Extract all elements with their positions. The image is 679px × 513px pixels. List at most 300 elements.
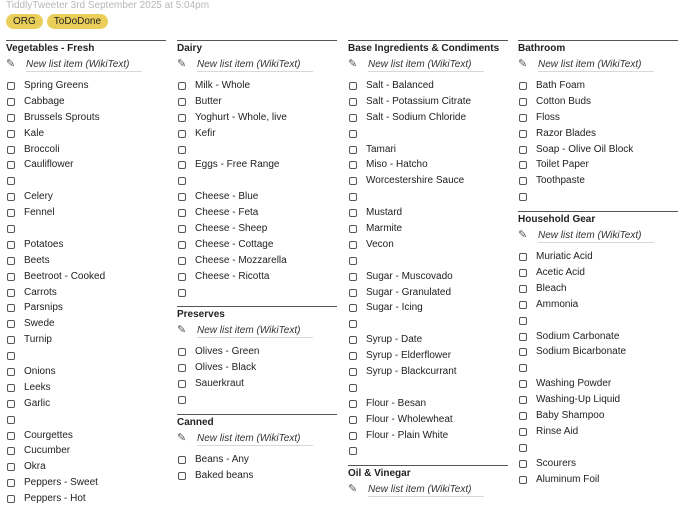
list-item (518, 472, 678, 488)
item-label: Spring Greens (24, 79, 89, 91)
pencil-icon: ✎ (6, 58, 16, 70)
list-item (6, 189, 166, 205)
item-label: Kefir (195, 127, 216, 139)
tag-list (6, 14, 108, 29)
item-label: Cheese - Blue (195, 191, 259, 203)
list-item (518, 376, 678, 392)
item-checkbox[interactable] (349, 193, 357, 201)
list-item (177, 189, 337, 205)
item-label: Beets (24, 254, 50, 266)
list-item (177, 173, 337, 189)
item-checkbox[interactable] (178, 380, 186, 388)
list-item (6, 142, 166, 158)
item-checkbox[interactable] (7, 416, 15, 424)
list-item (518, 297, 678, 313)
list-item (518, 94, 678, 110)
item-label: Olives - Black (195, 362, 257, 374)
item-checkbox[interactable] (519, 460, 527, 468)
item-checkbox[interactable] (178, 146, 186, 154)
item-label: Salt - Balanced (366, 79, 434, 91)
item-label: Cotton Buds (536, 95, 592, 107)
checklist (177, 452, 337, 484)
item-checkbox[interactable] (7, 241, 15, 249)
item-checkbox[interactable] (7, 336, 15, 344)
item-label: Flour - Besan (366, 397, 427, 409)
item-checkbox[interactable] (519, 177, 527, 185)
item-label: Toothpaste (536, 175, 585, 187)
item-checkbox[interactable] (519, 269, 527, 277)
list-item (518, 265, 678, 281)
item-label: Leeks (24, 381, 51, 393)
tiddler-subtitle: TiddlyTweeter 3rd September 2025 at 5:04pm (6, 0, 210, 11)
list-item (348, 221, 508, 237)
list-item (348, 110, 508, 126)
new-list-item-input[interactable] (197, 57, 313, 72)
pencil-icon: ✎ (177, 58, 187, 70)
item-label: Celery (24, 191, 53, 203)
list-item (177, 78, 337, 94)
item-checkbox[interactable] (7, 161, 15, 169)
list-item (518, 313, 678, 329)
list-item (177, 237, 337, 253)
list-item (6, 348, 166, 364)
item-checkbox[interactable] (7, 352, 15, 360)
list-item (177, 126, 337, 142)
pencil-icon: ✎ (518, 229, 528, 242)
new-item-row (348, 481, 508, 499)
item-label: Okra (24, 461, 46, 473)
pencil-icon: ✎ (518, 58, 528, 70)
list-item (518, 126, 678, 142)
item-checkbox[interactable] (519, 146, 527, 154)
list-item (518, 329, 678, 345)
item-checkbox[interactable] (349, 320, 357, 328)
item-checkbox[interactable] (7, 177, 15, 185)
item-label: Toilet Paper (536, 159, 589, 171)
item-checkbox[interactable] (7, 289, 15, 297)
item-label: Bleach (536, 282, 567, 294)
item-checkbox[interactable] (7, 432, 15, 440)
item-checkbox[interactable] (7, 495, 15, 503)
checklist (518, 78, 678, 205)
list-item (518, 424, 678, 440)
item-label: Cheese - Sheep (195, 222, 268, 234)
list-item (348, 396, 508, 412)
item-checkbox[interactable] (519, 253, 527, 261)
item-label: Sugar - Muscovado (366, 270, 453, 282)
pencil-icon: ✎ (177, 432, 187, 445)
item-checkbox[interactable] (519, 82, 527, 90)
section-preserves (177, 306, 337, 414)
item-label: Syrup - Elderflower (366, 350, 452, 362)
item-label: Scourers (536, 457, 577, 469)
item-label: Peppers - Sweet (24, 477, 98, 489)
item-checkbox[interactable] (7, 320, 15, 328)
item-checkbox[interactable] (349, 209, 357, 217)
new-item-row (518, 56, 678, 74)
item-label: Broccoli (24, 143, 60, 155)
item-checkbox[interactable] (178, 98, 186, 106)
list-item (6, 205, 166, 221)
new-list-item-input[interactable] (538, 57, 654, 72)
list-item (518, 189, 678, 205)
list-item (518, 78, 678, 94)
item-checkbox[interactable] (7, 273, 15, 281)
list-item (348, 157, 508, 173)
item-checkbox[interactable] (349, 273, 357, 281)
list-item (177, 205, 337, 221)
list-item (6, 332, 166, 348)
checklist (177, 78, 337, 300)
item-checkbox[interactable] (7, 209, 15, 217)
item-checkbox[interactable] (7, 257, 15, 265)
item-label: Washing-Up Liquid (536, 394, 621, 406)
item-checkbox[interactable] (519, 380, 527, 388)
list-item (518, 456, 678, 472)
new-item-row (348, 56, 508, 74)
item-label: Olives - Green (195, 346, 260, 358)
item-label: Tamari (366, 143, 397, 155)
item-label: Onions (24, 365, 56, 377)
item-checkbox[interactable] (519, 98, 527, 106)
item-checkbox[interactable] (349, 368, 357, 376)
item-checkbox[interactable] (349, 98, 357, 106)
list-item (518, 408, 678, 424)
item-checkbox[interactable] (7, 479, 15, 487)
list-item (6, 364, 166, 380)
item-label: Cheese - Feta (195, 207, 259, 219)
list-item (348, 300, 508, 316)
item-label: Marmite (366, 222, 403, 234)
item-label: Sodium Carbonate (536, 330, 620, 342)
list-item (348, 142, 508, 158)
item-label: Potatoes (24, 238, 64, 250)
item-checkbox[interactable] (349, 225, 357, 233)
list-item (518, 440, 678, 456)
section-dairy (177, 40, 337, 306)
list-item (348, 316, 508, 332)
pencil-icon: ✎ (348, 58, 358, 70)
item-checkbox[interactable] (519, 285, 527, 293)
list-item (6, 300, 166, 316)
item-label: Worcestershire Sauce (366, 175, 465, 187)
item-label: Milk - Whole (195, 79, 251, 91)
item-label: Courgettes (24, 429, 73, 441)
item-checkbox[interactable] (178, 241, 186, 249)
column-2 (177, 40, 337, 490)
checklist (348, 78, 508, 459)
column-4 (518, 40, 678, 493)
section-title: Preserves (177, 309, 225, 321)
item-checkbox[interactable] (519, 317, 527, 325)
item-checkbox[interactable] (178, 348, 186, 356)
tag-org[interactable]: ORG (6, 14, 43, 29)
item-label: Syrup - Date (366, 334, 423, 346)
item-label: Parsnips (24, 302, 63, 314)
list-item (6, 412, 166, 428)
list-item (6, 78, 166, 94)
item-checkbox[interactable] (519, 301, 527, 309)
item-checkbox[interactable] (519, 428, 527, 436)
item-label: Garlic (24, 397, 51, 409)
new-item-row (177, 322, 337, 340)
list-item (6, 459, 166, 475)
item-checkbox[interactable] (7, 225, 15, 233)
list-item (348, 428, 508, 444)
item-label: Sauerkraut (195, 378, 244, 390)
item-label: Flour - Wholewheat (366, 413, 453, 425)
item-checkbox[interactable] (349, 352, 357, 360)
list-item (518, 392, 678, 408)
list-item (348, 189, 508, 205)
list-item (518, 249, 678, 265)
item-checkbox[interactable] (349, 161, 357, 169)
new-list-item-input[interactable] (368, 482, 484, 497)
item-checkbox[interactable] (349, 400, 357, 408)
item-label: Mustard (366, 207, 403, 219)
item-label: Eggs - Free Range (195, 159, 280, 171)
item-label: Flour - Plain White (366, 429, 449, 441)
item-checkbox[interactable] (7, 368, 15, 376)
item-label: Razor Blades (536, 127, 597, 139)
list-item (177, 285, 337, 301)
new-item-row (177, 56, 337, 74)
item-checkbox[interactable] (178, 472, 186, 480)
item-label: Beetroot - Cooked (24, 270, 106, 282)
list-item (6, 221, 166, 237)
list-item (348, 364, 508, 380)
item-label: Acetic Acid (536, 266, 585, 278)
list-item (6, 173, 166, 189)
item-checkbox[interactable] (7, 384, 15, 392)
item-checkbox[interactable] (178, 273, 186, 281)
item-checkbox[interactable] (519, 333, 527, 341)
item-checkbox[interactable] (349, 114, 357, 122)
list-item (177, 392, 337, 408)
item-checkbox[interactable] (178, 130, 186, 138)
item-checkbox[interactable] (178, 193, 186, 201)
item-label: Soap - Olive Oil Block (536, 143, 634, 155)
list-item (6, 316, 166, 332)
item-label: Salt - Sodium Chloride (366, 111, 467, 123)
item-label: Beans - Any (195, 453, 249, 465)
list-item (348, 285, 508, 301)
new-list-item-input[interactable] (538, 228, 654, 243)
checklist (177, 344, 337, 408)
list-item (177, 142, 337, 158)
list-item (6, 443, 166, 459)
item-label: Rinse Aid (536, 425, 579, 437)
new-list-item-input[interactable] (197, 431, 313, 446)
item-checkbox[interactable] (178, 456, 186, 464)
list-item (348, 94, 508, 110)
item-checkbox[interactable] (178, 396, 186, 404)
item-label: Miso - Hatcho (366, 159, 428, 171)
section-vegetables-fresh (6, 40, 166, 513)
list-item (6, 110, 166, 126)
item-label: Cabbage (24, 95, 65, 107)
list-item (518, 344, 678, 360)
item-label: Floss (536, 111, 560, 123)
item-label: Sodium Bicarbonate (536, 346, 627, 358)
item-checkbox[interactable] (519, 476, 527, 484)
item-checkbox[interactable] (178, 161, 186, 169)
section-title: Vegetables - Fresh (6, 43, 95, 54)
item-checkbox[interactable] (178, 209, 186, 217)
section-oil-vinegar (348, 465, 508, 499)
item-checkbox[interactable] (519, 130, 527, 138)
item-checkbox[interactable] (349, 146, 357, 154)
list-item (348, 332, 508, 348)
item-checkbox[interactable] (7, 114, 15, 122)
item-checkbox[interactable] (7, 304, 15, 312)
list-item (177, 360, 337, 376)
item-label: Ammonia (536, 298, 579, 310)
section-bathroom (518, 40, 678, 211)
item-checkbox[interactable] (349, 177, 357, 185)
item-label: Brussels Sprouts (24, 111, 100, 123)
list-item (177, 94, 337, 110)
item-checkbox[interactable] (349, 289, 357, 297)
new-item-row (177, 430, 337, 448)
list-item (348, 443, 508, 459)
item-checkbox[interactable] (349, 447, 357, 455)
item-checkbox[interactable] (178, 177, 186, 185)
item-checkbox[interactable] (7, 193, 15, 201)
item-checkbox[interactable] (178, 225, 186, 233)
list-item (6, 396, 166, 412)
section-title: Oil & Vinegar (348, 468, 411, 480)
list-item (177, 376, 337, 392)
item-checkbox[interactable] (519, 444, 527, 452)
section-title: Dairy (177, 43, 203, 54)
item-label: Sugar - Icing (366, 302, 423, 314)
item-checkbox[interactable] (519, 364, 527, 372)
list-item (177, 269, 337, 285)
list-item (6, 253, 166, 269)
item-label: Syrup - Blackcurrant (366, 365, 457, 377)
list-item (6, 126, 166, 142)
pencil-icon: ✎ (348, 483, 358, 496)
item-checkbox[interactable] (349, 241, 357, 249)
column-3 (348, 40, 508, 499)
item-checkbox[interactable] (7, 146, 15, 154)
item-checkbox[interactable] (519, 348, 527, 356)
list-item (348, 173, 508, 189)
item-checkbox[interactable] (519, 114, 527, 122)
list-item (348, 412, 508, 428)
list-item (518, 281, 678, 297)
new-list-item-input[interactable] (368, 57, 484, 72)
item-label: Yoghurt - Whole, live (195, 111, 287, 123)
tag-tododone[interactable]: ToDoDone (47, 14, 108, 29)
section-household-gear (518, 211, 678, 493)
checklist (6, 78, 166, 507)
list-item (348, 205, 508, 221)
new-item-row (518, 227, 678, 245)
list-item (6, 491, 166, 507)
list-item (518, 173, 678, 189)
item-checkbox[interactable] (349, 416, 357, 424)
item-checkbox[interactable] (349, 82, 357, 90)
list-item (348, 237, 508, 253)
list-item (6, 380, 166, 396)
item-checkbox[interactable] (7, 98, 15, 106)
item-label: Cheese - Cottage (195, 238, 274, 250)
list-item (348, 126, 508, 142)
section-base-ingredients-condiments (348, 40, 508, 465)
item-checkbox[interactable] (349, 384, 357, 392)
item-checkbox[interactable] (178, 257, 186, 265)
item-label: Turnip (24, 334, 52, 346)
item-checkbox[interactable] (349, 304, 357, 312)
item-checkbox[interactable] (349, 336, 357, 344)
item-checkbox[interactable] (7, 447, 15, 455)
item-checkbox[interactable] (7, 130, 15, 138)
item-label: Peppers - Hot (24, 493, 86, 505)
item-label: Washing Powder (536, 378, 612, 390)
item-checkbox[interactable] (519, 396, 527, 404)
item-checkbox[interactable] (178, 289, 186, 297)
section-canned (177, 414, 337, 490)
item-label: Cheese - Mozzarella (195, 254, 287, 266)
item-label: Sugar - Granulated (366, 286, 452, 298)
item-label: Kale (24, 127, 45, 139)
list-item (177, 452, 337, 468)
list-item (518, 157, 678, 173)
section-title: Bathroom (518, 43, 566, 54)
item-checkbox[interactable] (178, 82, 186, 90)
item-label: Vecon (366, 238, 394, 250)
list-item (348, 78, 508, 94)
item-checkbox[interactable] (7, 400, 15, 408)
item-label: Fennel (24, 207, 55, 219)
item-checkbox[interactable] (519, 161, 527, 169)
item-checkbox[interactable] (7, 463, 15, 471)
item-checkbox[interactable] (519, 412, 527, 420)
pencil-icon: ✎ (177, 324, 187, 337)
item-label: Salt - Potassium Citrate (366, 95, 472, 107)
list-item (6, 475, 166, 491)
list-item (6, 237, 166, 253)
list-item (348, 253, 508, 269)
section-title: Base Ingredients & Condiments (348, 43, 500, 54)
item-checkbox[interactable] (7, 82, 15, 90)
item-checkbox[interactable] (519, 193, 527, 201)
item-checkbox[interactable] (349, 432, 357, 440)
item-checkbox[interactable] (349, 257, 357, 265)
new-list-item-input[interactable] (197, 323, 313, 338)
item-checkbox[interactable] (178, 364, 186, 372)
list-item (6, 285, 166, 301)
column-1 (6, 40, 166, 513)
list-item (177, 110, 337, 126)
list-item (6, 428, 166, 444)
list-item (6, 269, 166, 285)
item-label: Butter (195, 95, 222, 107)
list-item (518, 142, 678, 158)
item-label: Cauliflower (24, 159, 74, 171)
list-item (177, 157, 337, 173)
item-label: Aluminum Foil (536, 473, 600, 485)
new-list-item-input[interactable] (26, 57, 142, 72)
section-title: Household Gear (518, 214, 596, 226)
section-title: Canned (177, 417, 214, 429)
list-item (348, 380, 508, 396)
item-label: Swede (24, 318, 55, 330)
item-checkbox[interactable] (349, 130, 357, 138)
item-checkbox[interactable] (178, 114, 186, 122)
